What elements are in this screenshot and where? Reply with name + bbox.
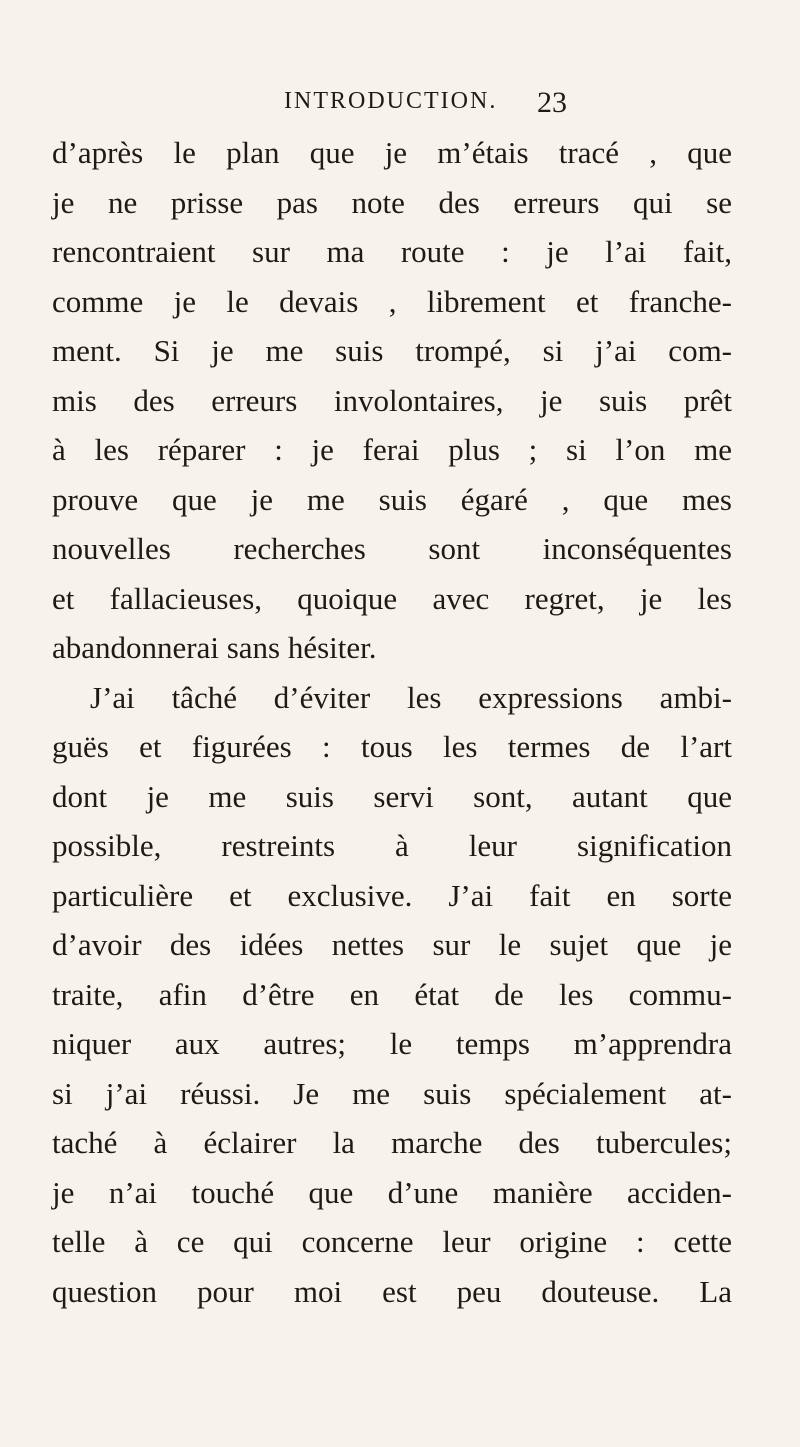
- paragraph-end-line: abandonnerai sans hésiter.: [52, 630, 377, 665]
- text-line: si j’ai réussi. Je me suis spécialement at-: [52, 1075, 732, 1111]
- text-line: rencontraient sur ma route : je l’ai fait,: [52, 234, 732, 269]
- text-line: mis des erreurs involontaires, je suis prêt: [52, 382, 732, 418]
- text-line: niquer aux autres; le temps m’apprendra: [52, 1026, 732, 1061]
- text-line: nouvelles recherches sont inconséquentes: [52, 531, 732, 566]
- text-line: prouve que je me suis égaré , que mes: [52, 481, 732, 517]
- text-line: traite, afin d’être en état de les commu-: [52, 976, 732, 1012]
- text-line: d’avoir des idées nettes sur le sujet que je: [52, 927, 732, 962]
- text-line: comme je le devais , librement et franche-: [52, 283, 732, 319]
- running-head: INTRODUCTION.: [284, 88, 498, 114]
- text-line: telle à ce qui concerne leur origine : cette: [52, 1224, 732, 1259]
- text-line: je ne prisse pas note des erreurs qui se: [52, 184, 732, 220]
- text-line: possible, restreints à leur signification: [52, 828, 732, 863]
- text-line: ment. Si je me suis trompé, si j’ai com-: [52, 333, 732, 368]
- text-line: d’après le plan que je m’étais tracé , que: [52, 135, 732, 170]
- text-line: je n’ai touché que d’une manière acciden-: [52, 1174, 732, 1210]
- text-line: particulière et exclusive. J’ai fait en sorte: [52, 877, 732, 913]
- body-text: [52, 128, 732, 1316]
- text-line: à les réparer : je ferai plus ; si l’on me: [52, 432, 732, 467]
- text-line: et fallacieuses, quoique avec regret, je les: [52, 580, 732, 616]
- text-line: guës et figurées : tous les termes de l’art: [52, 729, 732, 764]
- text-line: taché à éclairer la marche des tubercules;: [52, 1125, 732, 1160]
- page-number: 23: [537, 86, 567, 119]
- text-line: dont je me suis servi sont, autant que: [52, 778, 732, 814]
- text-line: question pour moi est peu douteuse. La: [52, 1273, 732, 1309]
- paragraph-start-line: J’ai tâché d’éviter les expressions ambi-: [90, 679, 732, 715]
